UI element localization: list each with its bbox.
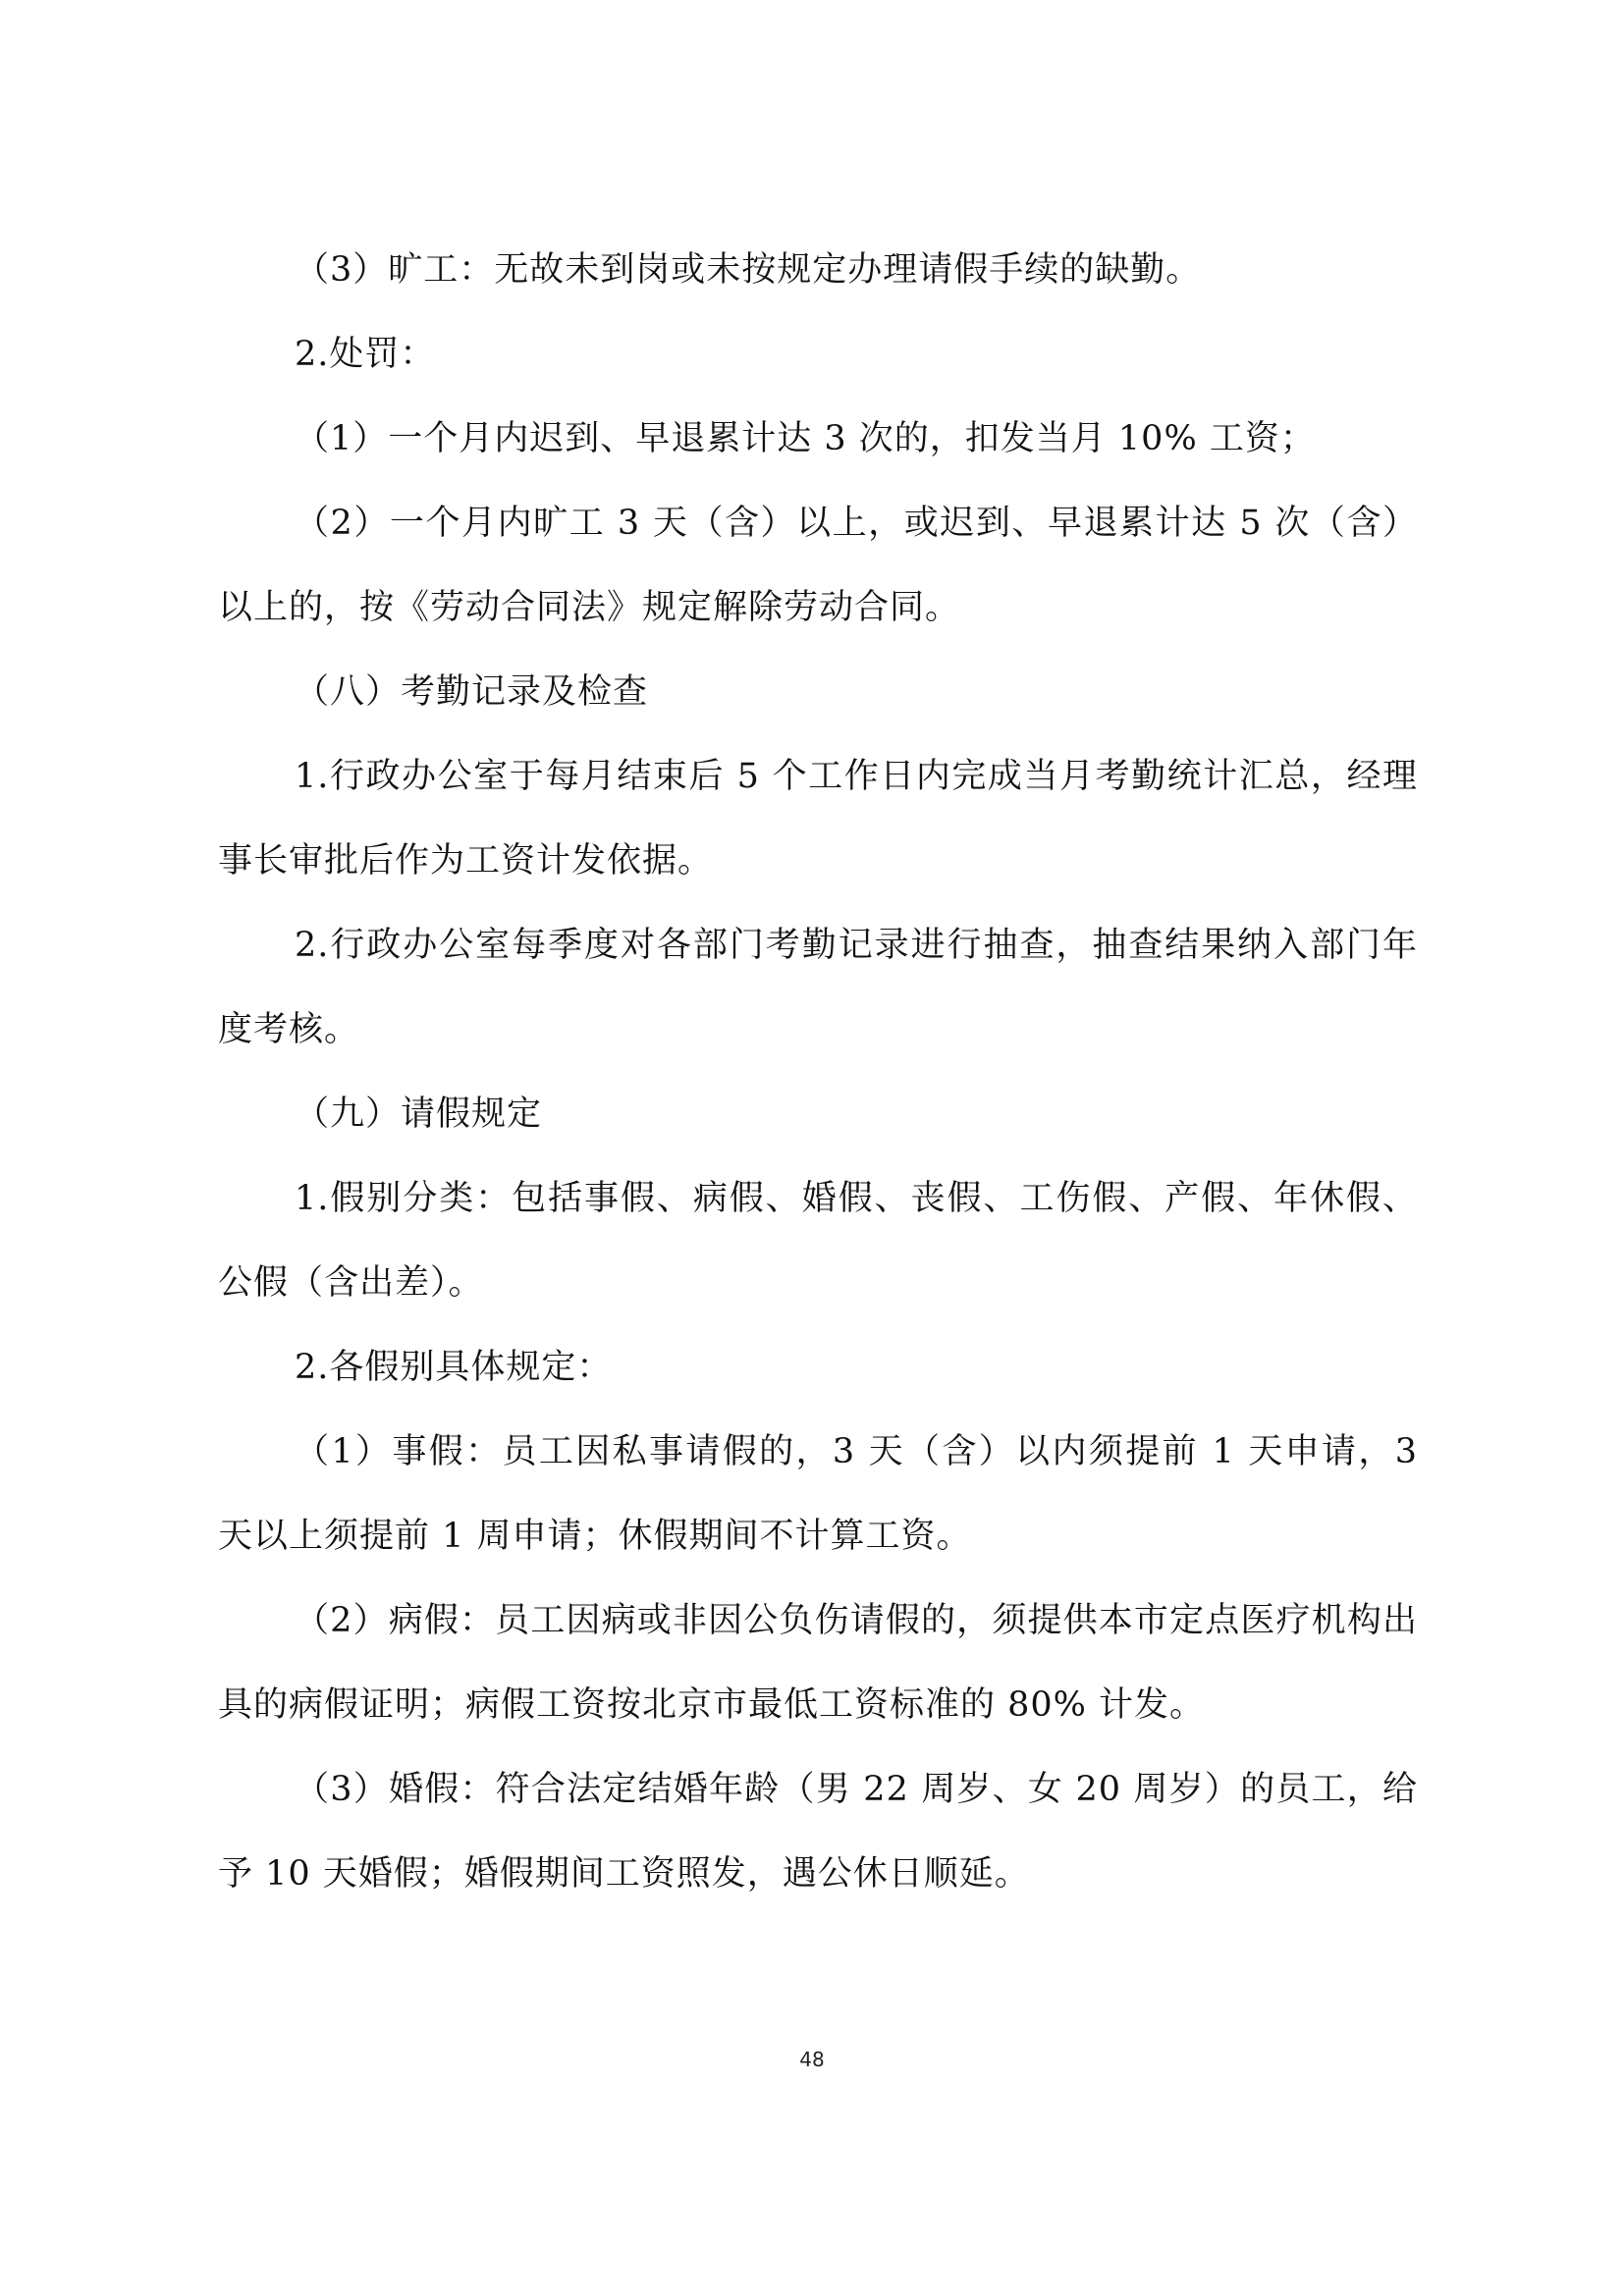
paragraph-penalty-2: （2）一个月内旷工 3 天（含）以上，或迟到、早退累计达 5 次（含）以上的，按《劳动合同法》规定解除劳动合同。 — [218, 504, 1418, 627]
page-number: 48 — [799, 2048, 825, 2071]
section-heading-attendance-records: （八）考勤记录及检查 — [295, 672, 649, 712]
section-heading-leave-rules: （九）请假规定 — [295, 1095, 543, 1134]
paragraph-penalty-1: （1）一个月内迟到、早退累计达 3 次的，扣发当月 10% 工资； — [295, 419, 1316, 458]
paragraph-leave-specifics-heading: 2.各假别具体规定： — [295, 1348, 613, 1387]
paragraph-records-1: 1.行政办公室于每月结束后 5 个工作日内完成当月考勤统计汇总，经理事长审批后作为工资计发依据。 — [218, 757, 1418, 881]
paragraph-personal-leave: （1）事假：员工因私事请假的，3 天（含）以内须提前 1 天申请，3 天以上须提前 1 周申请；休假期间不计算工资。 — [218, 1432, 1418, 1556]
paragraph-sick-leave: （2）病假：员工因病或非因公负伤请假的，须提供本市定点医疗机构出具的病假证明；病假工资按北京市最低工资标准的 80% 计发。 — [218, 1601, 1418, 1725]
paragraph-records-2: 2.行政办公室每季度对各部门考勤记录进行抽查，抽查结果纳入部门年度考核。 — [218, 926, 1418, 1049]
paragraph-penalty-heading: 2.处罚： — [295, 335, 436, 374]
paragraph-leave-categories: 1.假别分类：包括事假、病假、婚假、丧假、工伤假、产假、年休假、公假（含出差）。 — [218, 1179, 1418, 1303]
paragraph-marriage-leave: （3）婚假：符合法定结婚年龄（男 22 周岁、女 20 周岁）的员工，给予 10 天婚假；婚假期间工资照发，遇公休日顺延。 — [218, 1770, 1418, 1894]
document-body — [218, 228, 1418, 1916]
paragraph-absenteeism-definition: （3）旷工：无故未到岗或未按规定办理请假手续的缺勤。 — [295, 250, 1202, 290]
